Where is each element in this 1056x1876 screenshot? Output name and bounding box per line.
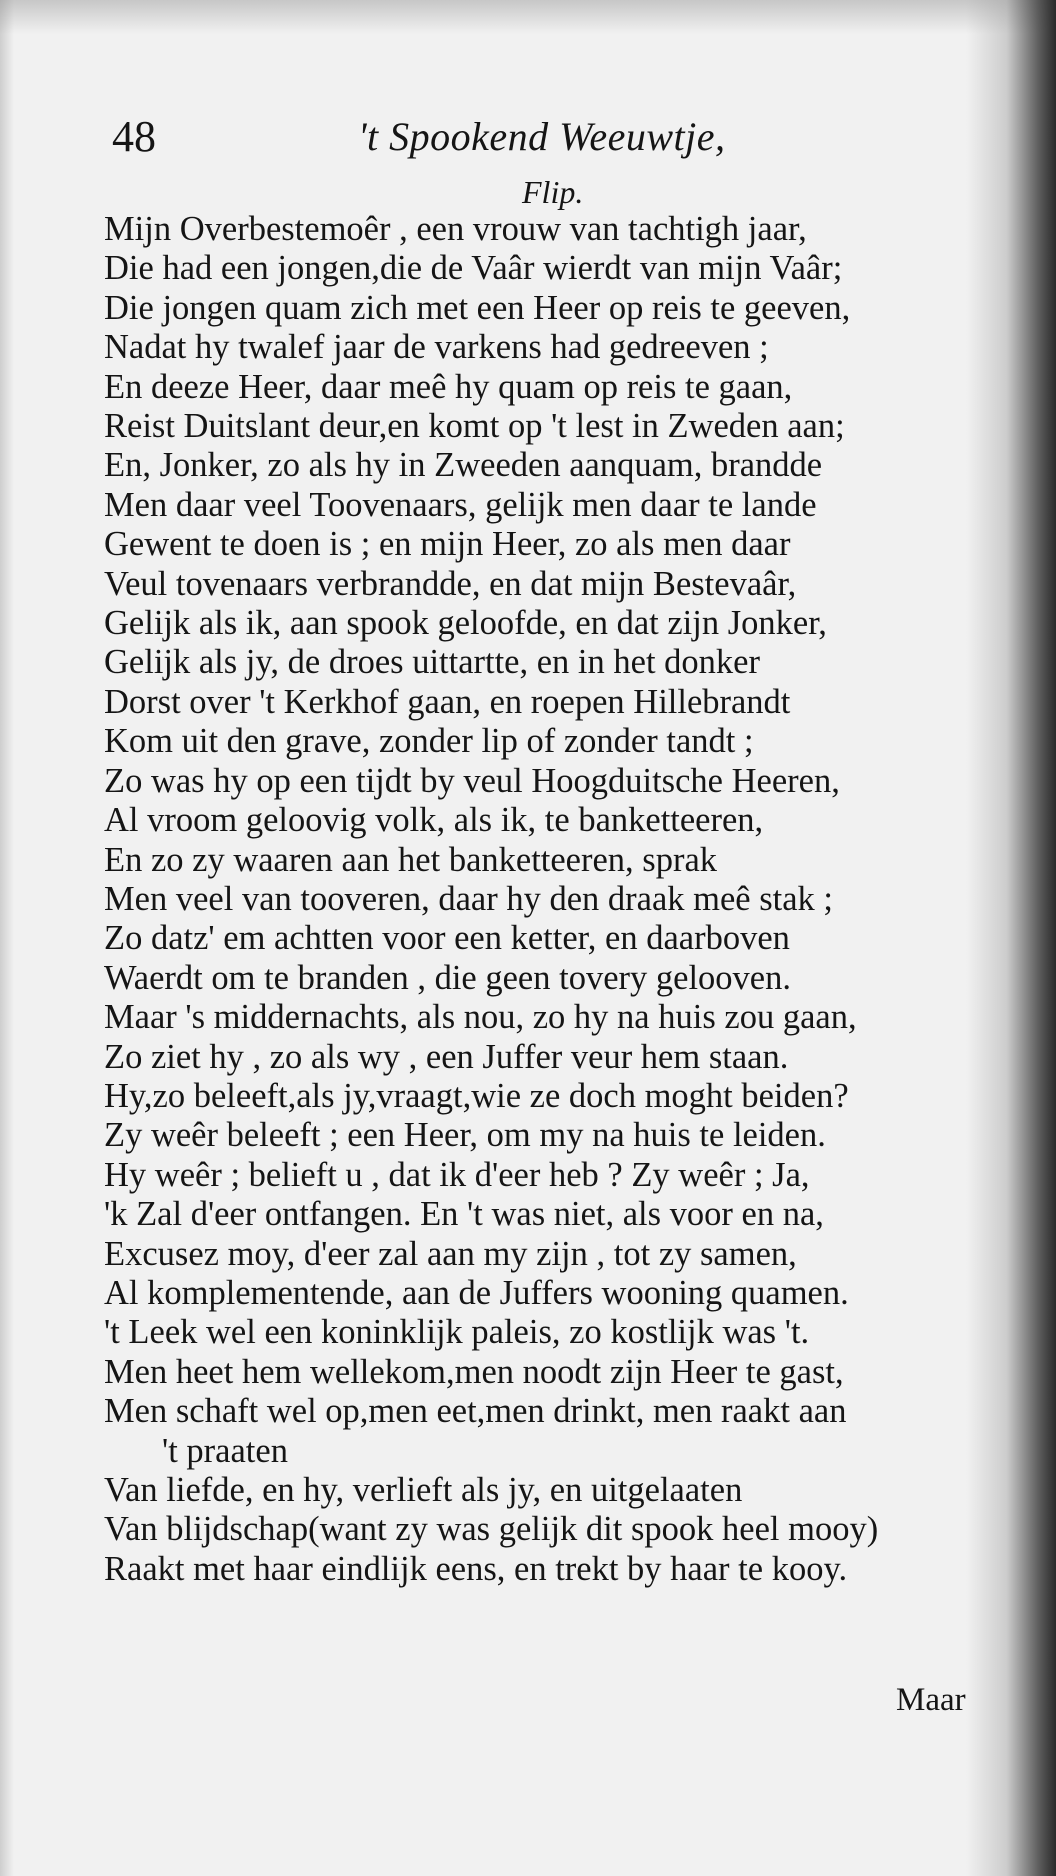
catchword: Maar [896,1682,966,1718]
verse-line: Veul tovenaars verbrandde, en dat mijn Bestevaâr, [104,564,797,603]
verse-line: Hy,zo beleeft,als jy,vraagt,wie ze doch moght beiden? [104,1076,849,1115]
verse-line: Men daar veel Toovenaars, gelijk men daar te lande [104,485,817,524]
verse-line: Van liefde, en hy, verlieft als jy, en uitgelaaten [104,1471,743,1509]
verse-line: 't Leek wel een koninklijk paleis, zo kostlijk was 't. [104,1313,810,1352]
verse-line: Dorst over 't Kerkhof gaan, en roepen Hillebrandt [104,682,791,721]
verse-line: Mijn Overbestemoêr , een vrouw van tachtigh jaar, [104,210,807,248]
verse-line: Reist Duitslant deur,en komt op 't lest in Zweden aan; [104,407,845,446]
verse-line: Gelijk als ik, aan spook geloofde, en dat zijn Jonker, [104,604,827,643]
verse-line: Gelijk als jy, de droes uittartte, en in het donker [104,643,760,682]
verse-line: En, Jonker, zo als hy in Zweeden aanquam, brandde [104,446,823,485]
verse-line-turnover: 't praaten [162,1431,288,1470]
verse-line: Zy weêr beleeft ; een Heer, om my na huis te leiden. [104,1116,826,1155]
page-number: 48 [112,112,156,161]
verse-line: Zo ziet hy , zo als wy , een Juffer veur hem staan. [104,1037,789,1076]
verse-line: Raakt met haar eindlijk eens, en trekt by haar te kooy. [104,1549,848,1588]
verse-line: Zo was hy op een tijdt by veul Hoogduitsche Heeren, [104,761,840,800]
verse-line: Die jongen quam zich met een Heer op reis te geeven, [104,288,851,327]
verse-line: Waerdt om te branden , die geen tovery gelooven. [104,958,791,997]
verse-line: Die had een jongen,die de Vaâr wierdt van mijn Vaâr; [104,249,843,288]
verse-line: Al komplementende, aan de Juffers wooning quamen. [104,1273,849,1312]
verse-line: Kom uit den grave, zonder lip of zonder tandt ; [104,722,754,761]
verse-line: Men heet hem wellekom,men noodt zijn Heer te gast, [104,1352,844,1391]
verse-line: Gewent te doen is ; en mijn Heer, zo als men daar [104,525,791,564]
verse-line: Hy weêr ; belieft u , dat ik d'eer heb ? Zy weêr ; Ja, [104,1155,810,1194]
verse-line: En deeze Heer, daar meê hy quam op reis te gaan, [104,367,793,406]
top-edge-shadow [0,0,1056,34]
verse-line: Van blijdschap(want zy was gelijk dit spook heel mooy) [104,1510,879,1549]
verse-line: En zo zy waaren aan het banketteeren, sprak [104,840,718,879]
page-header [112,112,772,162]
verse-line: Excusez moy, d'eer zal aan my zijn , tot zy samen, [104,1234,797,1273]
verse-line: Zo datz' em achtten voor een ketter, en daarboven [104,919,790,958]
speaker-name: Flip. [522,174,584,210]
verse-line: 'k Zal d'eer ontfangen. En 't was niet, als voor en na, [104,1195,824,1234]
verse-line: Maar 's middernachts, als nou, zo hy na huis zou gaan, [104,998,857,1037]
running-title: 't Spookend Weeuwtje, [358,114,726,159]
verse-text [104,210,1004,1589]
verse-line: Al vroom geloovig volk, als ik, te banketteeren, [104,801,764,840]
verse-line: Men veel van tooveren, daar hy den draak meê stak ; [104,879,833,918]
verse-line: Men schaft wel op,men eet,men drinkt, men raakt aan [104,1392,847,1431]
verse-line: Nadat hy twalef jaar de varkens had gedreeven ; [104,328,769,367]
left-edge-shadow [0,0,14,1876]
